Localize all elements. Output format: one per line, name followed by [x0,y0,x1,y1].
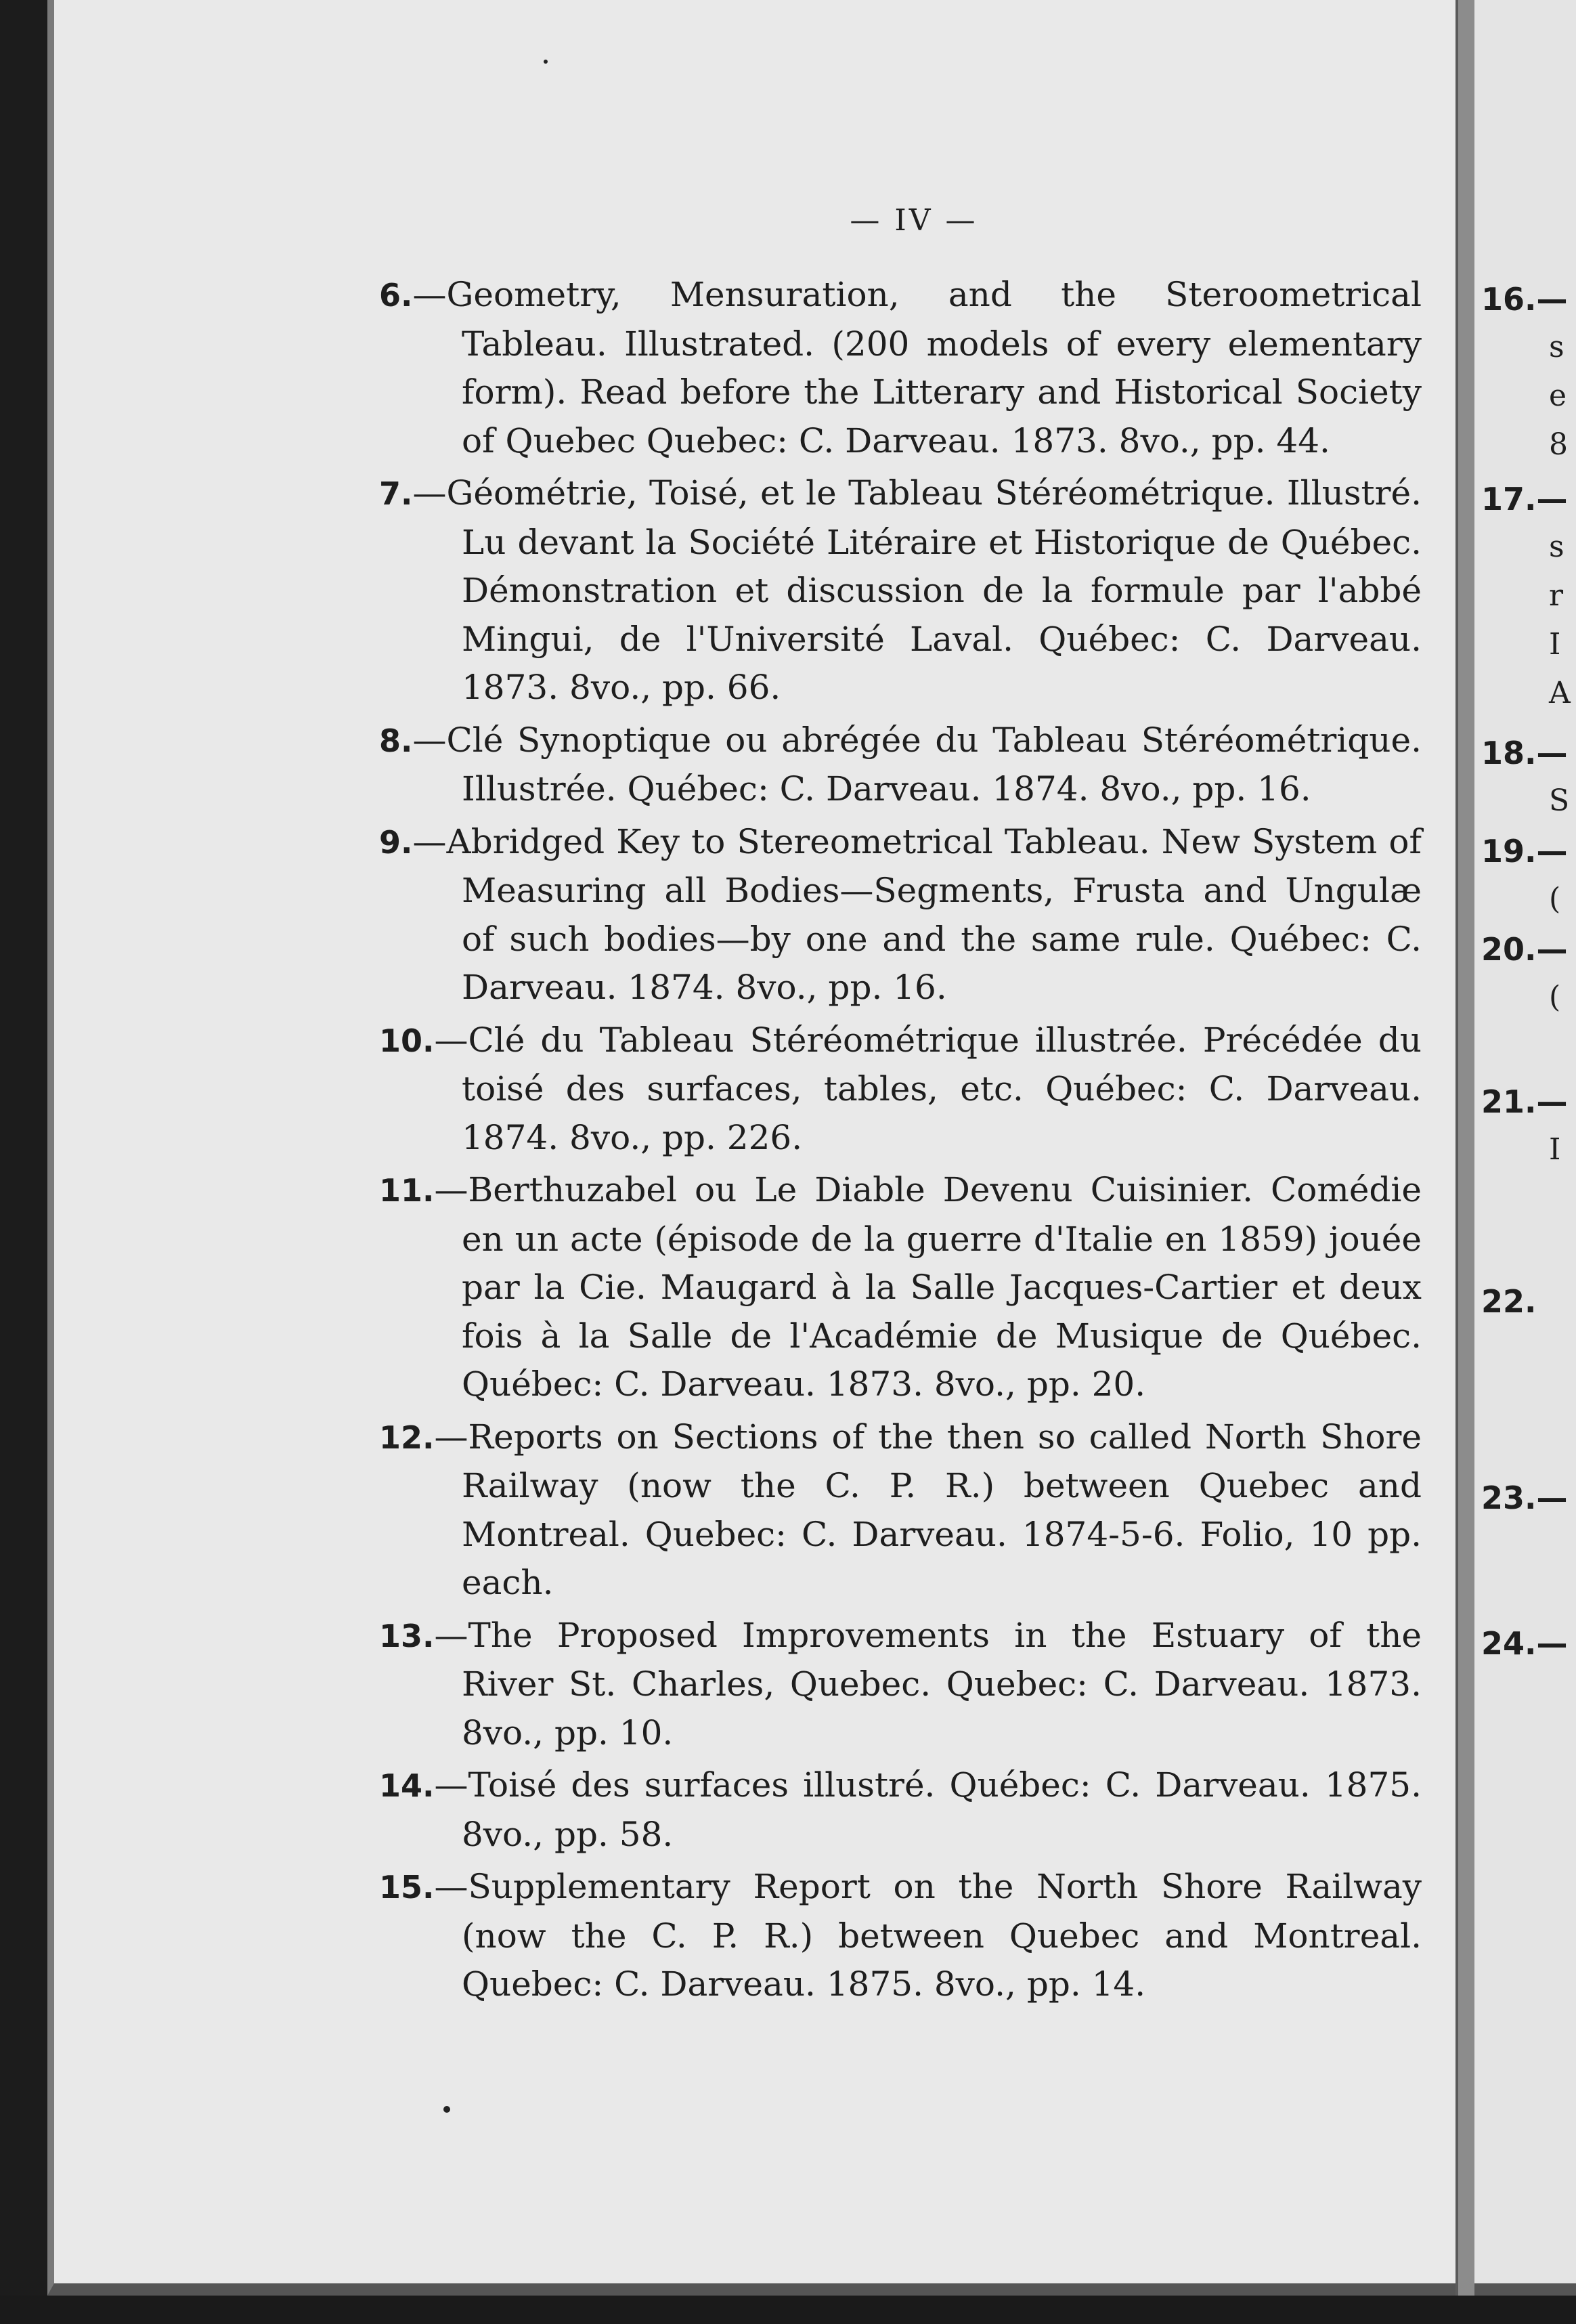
facing-text-fragment: A [1549,676,1571,710]
facing-text-fragment: I [1549,1132,1561,1167]
entry-text: —Clé du Tableau Stéréométrique illustrée. Précédée du toisé des surfaces, tables, etc. Québec: C. Darveau. 1874. 8vo., pp. 226. [434,1020,1422,1157]
entry-text: —Berthuzabel ou Le Diable Devenu Cuisinier. Comédie en un acte (épisode de la guerre d'Italie en 1859) jouée par la Cie. Maugard à la Salle Jacques-Cartier et deux fois à la Salle de l'Académie de Musique de Québec. Québec: C. Darveau. 1873. 8vo., pp. 20. [434,1170,1422,1404]
facing-page-fragment [1474,0,1576,2296]
entry-number: 14. [379,1767,435,1804]
facing-text-fragment: s [1549,330,1564,364]
facing-text-fragment: ( [1549,882,1561,916]
bibliography-entry [379,818,1422,1012]
entry-text: —Clé Synoptique ou abrégée du Tableau Stéréométrique. Illustrée. Québec: C. Darveau. 1874. 8vo., pp. 16. [412,720,1422,809]
entry-text: —Toisé des surfaces illustré. Québec: C. Darveau. 1875. 8vo., pp. 58. [434,1765,1422,1854]
entry-number: 15. [379,1869,435,1906]
entry-number: 7. [379,475,413,512]
facing-text-fragment: e [1549,379,1567,413]
entry-text: —Geometry, Mensuration, and the Steroometrical Tableau. Illustrated. (200 models of every elementary form). Read before the Litterary and Historical Society of Quebec Quebec: C. Darveau. 1873. 8vo., pp. 44. [412,275,1422,460]
facing-entry-number: 22. [1481,1283,1537,1320]
facing-text-fragment: I [1549,627,1561,662]
entry-text: —The Proposed Improvements in the Estuary of the River St. Charles, Quebec. Quebec: C. Darveau. 1873. 8vo., pp. 10. [434,1615,1422,1752]
facing-text-fragment: 8 [1549,427,1568,462]
facing-entry-number: 24.— [1481,1625,1568,1662]
entry-number: 6. [379,277,413,314]
facing-entry-number: 20.— [1481,931,1568,968]
entry-number: 10. [379,1022,435,1059]
page-gutter [1455,0,1474,2296]
entry-number: 11. [379,1172,435,1209]
bibliography-entry [379,469,1422,712]
facing-entry-number: 17.— [1481,481,1568,517]
facing-entry-number: 18.— [1481,735,1568,771]
entry-text: —Géométrie, Toisé, et le Tableau Stéréométrique. Illustré. Lu devant la Société Litéraire et Historique de Québec. Démonstration et discussion de la formule par l'abbé Mingui, de l'Université Laval. Québec: C. Darveau. 1873. 8vo., pp. 66. [412,473,1422,707]
bottom-binding-strip [0,2296,1576,2324]
facing-text-fragment: S [1549,783,1570,818]
ink-speck [544,60,548,64]
entry-text: —Abridged Key to Stereometrical Tableau. New System of Measuring all Bodies—Segments, Frusta and Ungulæ of such bodies—by one and the same rule. Québec: C. Darveau. 1874. 8vo., pp. 16. [412,821,1422,1007]
facing-entry-number: 23.— [1481,1480,1568,1516]
entry-text: —Reports on Sections of the then so called North Shore Railway (now the C. P. R.) between Quebec and Montreal. Quebec: C. Darveau. 1874-5-6. Folio, 10 pp. each. [434,1417,1422,1602]
bibliography-entry [379,1413,1422,1608]
bibliography-entry [379,271,1422,465]
facing-entry-number: 16.— [1481,281,1568,318]
entry-text: —Supplementary Report on the North Shore Railway (now the C. P. R.) between Quebec and Montreal. Quebec: C. Darveau. 1875. 8vo., pp. 14. [434,1867,1422,2004]
bibliography-list [379,271,1422,2013]
bibliography-entry [379,1016,1422,1163]
bibliography-entry [379,1166,1422,1409]
bibliography-entry [379,1612,1422,1758]
bibliography-entry [379,1863,1422,2009]
facing-text-fragment: r [1549,578,1564,613]
entry-number: 8. [379,722,413,759]
entry-number: 12. [379,1419,435,1456]
entry-number: 13. [379,1617,435,1654]
page-number: — IV — [850,203,978,238]
entry-number: 9. [379,823,413,861]
facing-entry-number: 21.— [1481,1083,1568,1120]
left-binding-strip [0,0,47,2324]
ink-speck [443,2106,450,2113]
bibliography-entry [379,716,1422,814]
facing-text-fragment: s [1549,530,1564,564]
facing-entry-number: 19.— [1481,833,1568,869]
bibliography-entry [379,1761,1422,1859]
facing-text-fragment: ( [1549,980,1561,1014]
